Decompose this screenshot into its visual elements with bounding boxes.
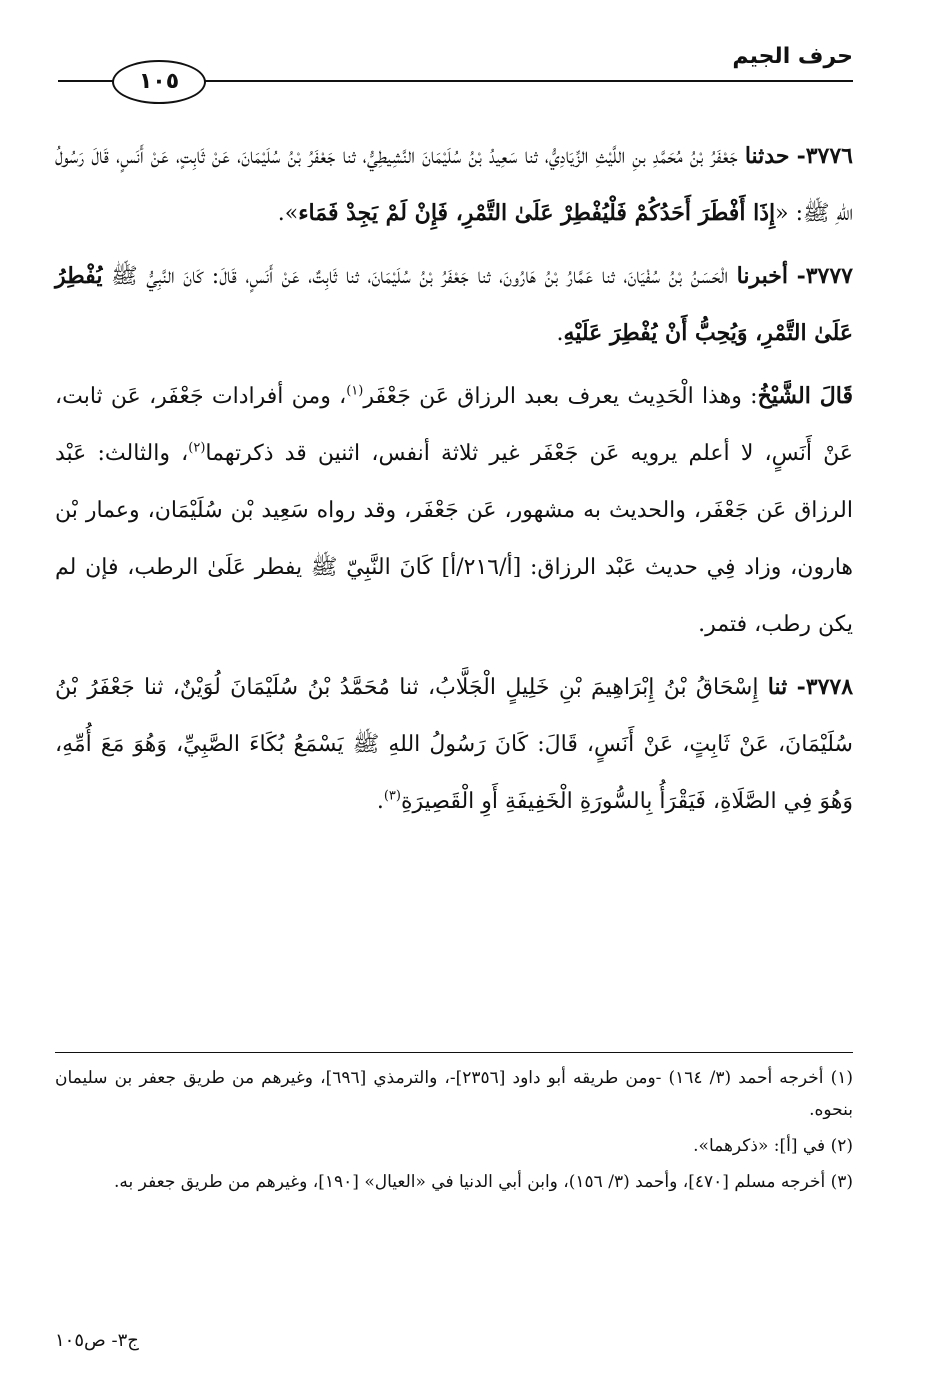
chapter-title: حرف الجيم — [732, 44, 853, 69]
hadith-number: ٣٧٧٦- — [796, 143, 853, 169]
comment-text-1: : وهذا الْحَدِيث يعرف بعبد الرزاق عَن جَعْفَر — [363, 384, 758, 409]
matn-text: إِذَا أَفْطَرَ أَحَدُكُمْ فَلْيُفْطِرْ عَلَىٰ التَّمْرِ، فَإِنْ لَمْ يَجِدْ فَمَاء — [298, 200, 776, 226]
comment-lead: قَالَ الشَّيْخُ — [757, 383, 853, 409]
comment-text-2: ، ومن أفرادات جَعْفَر، عَن ثابت، عَنْ أَنَسٍ، لا أعلم يرويه عَن جَعْفَر غير ثلاثة أنفس، اثنين قد ذكرتهما — [55, 384, 853, 466]
hadith-number: ٣٧٧٨- — [796, 674, 854, 700]
footnote-3: (٣) أخرجه مسلم [٤٧٠]، وأحمد (٣/ ١٥٦)، وابن أبي الدنيا في «العيال» [١٩٠]، وغيرهم من طريق جعفر به. — [114, 1172, 853, 1192]
hadith-text: إِسْحَاقُ بْنُ إِبْرَاهِيمَ بْنِ خَلِيلٍ الْجَلَّابُ، ثنا مُحَمَّدُ بْنُ سُلَيْمَانَ لُوَيْنٌ، ثنا جَعْفَرُ بْنُ سُلَيْمَانَ، عَنْ ثَابِتٍ، عَنْ أَنَسٍ، قَالَ: كَانَ رَسُولُ اللهِ ﷺ يَسْمَعُ بُكَاءَ الصَّبِيِّ، وَهُوَ مَعَ أُمِّهِ، وَهُوَ فِي الصَّلَاةِ، فَيَقْرَأُ بِالسُّورَةِ الْخَفِيفَةِ أَوِ الْقَصِيرَةِ — [55, 675, 853, 814]
hadith-number: ٣٧٧٧- — [796, 263, 853, 289]
page-number: ١٠٥ — [138, 69, 180, 94]
footnote-ref-3: (٣) — [383, 788, 401, 804]
footnote-ref-2: (٢) — [188, 440, 206, 456]
footnote-ref-1: (١) — [346, 383, 364, 399]
transmission-term: أخبرنا — [736, 263, 788, 289]
transmission-term: حدثنا — [744, 143, 790, 169]
sheikh-comment — [55, 368, 853, 653]
page-number-oval — [112, 60, 206, 104]
matn-end: . — [556, 321, 564, 346]
main-text — [55, 128, 853, 836]
footnote-2: (٢) في [أ]: «ذكرهما». — [693, 1136, 853, 1156]
transmission-term: ثنا — [767, 674, 788, 700]
hadith-3776 — [55, 128, 853, 242]
comment-text-3: ، والثالث: عَبْد الرزاق عَن جَعْفَر، والحديث به مشهور، عَن جَعْفَر، وقد رواه سَعِيد بْن سُلَيْمَان، وعمار بْن هارون، وزاد فِي حديث عَبْد الرزاق: [أ/٢١٦/أ] كَانَ النَّبِيّ ﷺ يفطر عَلَىٰ الرطب، فإن لم يكن رطب، فتمر. — [55, 441, 853, 637]
footnote-1: (١) أخرجه أحمد (٣/ ١٦٤) -ومن طريقه أبو داود [٢٣٥٦]-، والترمذي [٦٩٦]، وغيرهم من طريق جعفر بن سليمان بنحوه. — [55, 1068, 853, 1120]
matn-end: ». — [277, 201, 299, 226]
footnotes — [55, 1062, 853, 1202]
footnote-rule — [55, 1052, 853, 1053]
volume-page-ref: ج٣- ص١٠٥ — [55, 1330, 139, 1351]
hadith-3778 — [55, 659, 853, 830]
isnad-text: الْحَسَنُ بْنُ سُفْيَانَ، ثنا عَمَّارُ بْنُ هَارُونَ، ثنا جَعْفَرُ بْنُ سُلَيْمَانَ، ثنا ثَابِتٌ، عَنْ أَنَسٍ، قَالَ: كَانَ النَّبِيُّ ﷺ — [102, 264, 737, 289]
hadith-end: . — [376, 789, 384, 814]
hadith-3777 — [55, 248, 853, 362]
matn-text: يُفْطِرُ عَلَىٰ التَّمْرِ، وَيُحِبُّ أَنْ يُفْطِرَ عَلَيْهِ — [55, 263, 853, 346]
isnad-text: جَعْفَرُ بْنُ مُحَمَّدِ بنِ اللَّيْثِ الزِّيَادِيُّ، ثنا سَعِيدُ بْنُ سُلَيْمَانَ النَّشِيطِيُّ، ثنا جَعْفَرُ بْنُ سُلَيْمَانَ، عَنْ ثَابِتٍ، عَنْ أَنَسٍ، قَالَ رَسُولُ اللهِ ﷺ: « — [55, 144, 853, 226]
